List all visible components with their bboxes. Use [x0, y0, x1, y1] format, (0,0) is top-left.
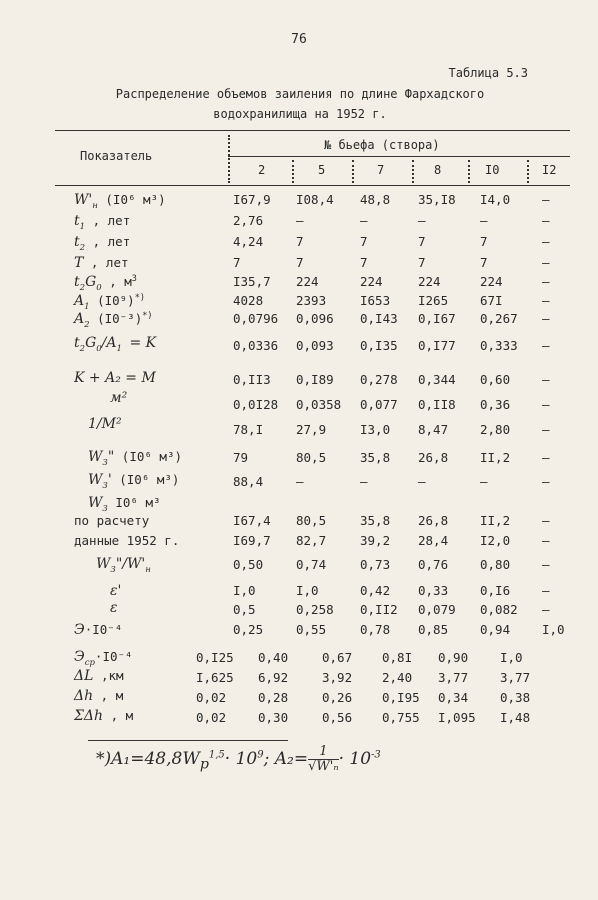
table-cell: 0,077: [360, 397, 398, 412]
table-cell: 0,755: [382, 710, 420, 725]
table-cell: 7: [360, 234, 368, 249]
table-cell: I35,7: [233, 274, 271, 289]
table-cell: 48,8: [360, 192, 391, 207]
table-cell: –: [360, 213, 368, 228]
table-cell: 3,77: [500, 670, 531, 685]
row-label: ε': [110, 583, 122, 599]
table-cell: 80,5: [296, 513, 327, 528]
caption-line-1: Распределение объемов заиления по длине Фархадского: [115, 87, 485, 101]
table-cell: 7: [233, 255, 241, 270]
table-cell: 35,8: [360, 513, 391, 528]
table-cell: 78,I: [233, 422, 264, 437]
table-cell: 0,I89: [296, 372, 334, 387]
column-header: I0: [485, 163, 500, 177]
table-cell: I,095: [438, 710, 476, 725]
table-cell: I653: [360, 293, 391, 308]
row-label: по расчету: [74, 513, 150, 528]
table-cell: 2,76: [233, 213, 264, 228]
row-label: K + A₂ = M: [74, 370, 156, 386]
table-cell: 224: [418, 274, 441, 289]
table-cell: I,625: [196, 670, 234, 685]
row-label: $W_3"/W'_н$: [96, 556, 151, 575]
table-cell: 0,85: [418, 622, 449, 637]
table-cell: II,2: [480, 450, 511, 465]
table-cell: 0,I6: [480, 583, 511, 598]
column-header: 5: [318, 163, 326, 177]
page-number: 76: [291, 32, 307, 47]
table-cell: 7: [296, 234, 304, 249]
table-cell: 0,34: [438, 690, 469, 705]
row-label: м²: [110, 390, 128, 406]
table-cell: –: [542, 450, 550, 465]
table-cell: –: [480, 474, 488, 489]
table-cell: 0,096: [296, 311, 334, 326]
table-cell: 0,079: [418, 602, 456, 617]
table-cell: I67,4: [233, 513, 271, 528]
table-cell: 28,4: [418, 533, 449, 548]
table-cell: 0,0336: [233, 338, 279, 353]
table-cell: 0,36: [480, 397, 511, 412]
table-cell: 0,258: [296, 602, 334, 617]
row-label: Э·I0⁻⁴: [74, 622, 123, 638]
table-cell: 0,78: [360, 622, 391, 637]
column-header: 8: [434, 163, 442, 177]
row-label: $Э_{ср}\cdot I0^{-4}$: [74, 649, 133, 668]
row-label: $W_3$" (I0⁶ м³): [88, 449, 183, 468]
table-cell: 0,0796: [233, 311, 279, 326]
table-cell: 0,I77: [418, 338, 456, 353]
row-label: $W_3$ I0⁶ м³: [88, 495, 161, 514]
table-cell: –: [542, 213, 550, 228]
table-cell: 0,76: [418, 557, 449, 572]
column-divider: [352, 160, 354, 183]
table-cell: 0,8I: [382, 650, 413, 665]
header-indicator: Показатель: [80, 149, 153, 163]
row-label: $t_2G_0/A_1 = K$: [74, 335, 157, 354]
table-cell: –: [542, 338, 550, 353]
table-cell: 0,40: [258, 650, 289, 665]
table-cell: I,0: [233, 583, 256, 598]
table-cell: 3,92: [322, 670, 353, 685]
column-divider: [412, 160, 414, 183]
table-cell: 6,92: [258, 670, 289, 685]
table-cell: 0,38: [500, 690, 531, 705]
header-group: № бьефа (створа): [324, 138, 440, 152]
table-cell: 0,082: [480, 602, 518, 617]
table-cell: II,2: [480, 513, 511, 528]
row-label: ε: [110, 600, 118, 616]
table-cell: 224: [480, 274, 503, 289]
row-label: $W_3'$ (I0⁶ м³): [88, 472, 180, 491]
row-label: $t_2$ , лет: [74, 234, 131, 253]
table-cell: 35,8: [360, 450, 391, 465]
table-cell: I2,0: [480, 533, 511, 548]
table-cell: –: [542, 255, 550, 270]
table-cell: I,0: [296, 583, 319, 598]
footnote-formula: $*)A_1=48,8W_p^{1,5}\cdot 10^9$; A₂= $\frac{1}{\text{√W'ₙ}}$ · $10^{-3}$: [96, 744, 381, 774]
table-cell: 0,26: [322, 690, 353, 705]
column-header: I2: [542, 163, 557, 177]
table-cell: 4028: [233, 293, 264, 308]
footnote-rule: [88, 740, 288, 741]
row-label: Δh , м: [74, 688, 124, 704]
table-cell: 0,I67: [418, 311, 456, 326]
table-cell: 79: [233, 450, 249, 465]
table-cell: –: [542, 513, 550, 528]
table-cell: 0,0I28: [233, 397, 279, 412]
table-cell: –: [480, 213, 488, 228]
table-cell: 0,02: [196, 710, 227, 725]
table-cell: 2,80: [480, 422, 511, 437]
row-label: T , лет: [74, 255, 129, 271]
table-cell: –: [542, 474, 550, 489]
table-cell: 27,9: [296, 422, 327, 437]
row-label: данные 1952 г.: [74, 533, 180, 548]
table-cell: 0,02: [196, 690, 227, 705]
table-cell: 0,60: [480, 372, 511, 387]
table-cell: 0,278: [360, 372, 398, 387]
table-cell: 39,2: [360, 533, 391, 548]
table-cell: –: [542, 274, 550, 289]
table-cell: –: [542, 372, 550, 387]
table-cell: 0,33: [418, 583, 449, 598]
row-label: $A_2$ (I0⁻³)*): [74, 311, 153, 330]
table-cell: 8,47: [418, 422, 449, 437]
table-cell: I3,0: [360, 422, 391, 437]
table-cell: 0,94: [480, 622, 511, 637]
table-cell: 7: [418, 255, 426, 270]
table-cell: 0,25: [233, 622, 264, 637]
table-cell: –: [542, 311, 550, 326]
table-cell: 0,267: [480, 311, 518, 326]
table-cell: 2393: [296, 293, 327, 308]
table-cell: 26,8: [418, 450, 449, 465]
table-cell: 0,74: [296, 557, 327, 572]
table-cell: –: [542, 583, 550, 598]
table-cell: 0,II2: [360, 602, 398, 617]
table-cell: 3,77: [438, 670, 469, 685]
table-cell: 82,7: [296, 533, 327, 548]
table-cell: 0,30: [258, 710, 289, 725]
table-cell: 0,5: [233, 602, 256, 617]
table-cell: 88,4: [233, 474, 264, 489]
table-top-rule: [55, 130, 570, 131]
table-cell: 80,5: [296, 450, 327, 465]
table-cell: 0,50: [233, 557, 264, 572]
table-cell: 7: [418, 234, 426, 249]
table-cell: 0,80: [480, 557, 511, 572]
table-cell: 0,55: [296, 622, 327, 637]
row-label: $A_1$ (I0⁹)*): [74, 293, 145, 312]
table-cell: –: [542, 533, 550, 548]
table-cell: 7: [480, 255, 488, 270]
table-cell: I69,7: [233, 533, 271, 548]
row-label: $t_2G_0$ , $м^3$: [74, 274, 137, 293]
table-cell: –: [542, 293, 550, 308]
table-cell: I,0: [500, 650, 523, 665]
table-cell: 0,28: [258, 690, 289, 705]
table-cell: 0,42: [360, 583, 391, 598]
table-cell: 0,56: [322, 710, 353, 725]
table-cell: 7: [296, 255, 304, 270]
table-cell: –: [542, 602, 550, 617]
table-cell: –: [296, 474, 304, 489]
row-label: $t_1$ , лет: [74, 213, 131, 232]
row-label: 1/M²: [88, 416, 122, 432]
table-cell: 0,I25: [196, 650, 234, 665]
table-cell: –: [542, 234, 550, 249]
table-cell: –: [418, 213, 426, 228]
table-cell: I265: [418, 293, 449, 308]
table-cell: I4,0: [480, 192, 511, 207]
table-cell: I08,4: [296, 192, 334, 207]
table-cell: –: [542, 422, 550, 437]
table-cell: 0,I35: [360, 338, 398, 353]
table-cell: 0,093: [296, 338, 334, 353]
table-caption: [70, 84, 530, 124]
table-cell: 0,II3: [233, 372, 271, 387]
column-divider: [292, 160, 294, 183]
table-cell: 0,73: [360, 557, 391, 572]
table-cell: 67I: [480, 293, 503, 308]
row-label: ΣΔh , м: [74, 708, 134, 724]
column-divider: [228, 135, 230, 183]
table-cell: 0,I43: [360, 311, 398, 326]
table-cell: 0,II8: [418, 397, 456, 412]
table-cell: I,48: [500, 710, 531, 725]
row-label: ΔL ,км: [74, 668, 124, 684]
table-cell: 0,333: [480, 338, 518, 353]
table-cell: I67,9: [233, 192, 271, 207]
table-cell: 7: [480, 234, 488, 249]
header-group-rule: [228, 156, 570, 157]
row-label: $W'_н$ (I0⁶ м³): [74, 192, 166, 211]
caption-line-2: водохранилища на 1952 г.: [213, 107, 387, 121]
table-cell: –: [542, 192, 550, 207]
table-cell: 26,8: [418, 513, 449, 528]
table-cell: I,0: [542, 622, 565, 637]
table-cell: 0,90: [438, 650, 469, 665]
header-bottom-rule: [55, 185, 570, 186]
table-cell: –: [296, 213, 304, 228]
table-cell: 35,I8: [418, 192, 456, 207]
table-cell: 0,0358: [296, 397, 342, 412]
table-label: Таблица 5.3: [448, 66, 528, 80]
table-cell: 2,40: [382, 670, 413, 685]
table-cell: 4,24: [233, 234, 264, 249]
table-cell: –: [418, 474, 426, 489]
column-divider: [527, 160, 529, 183]
table-cell: 0,I95: [382, 690, 420, 705]
table-cell: –: [360, 474, 368, 489]
table-cell: 7: [360, 255, 368, 270]
table-cell: 0,67: [322, 650, 353, 665]
table-cell: 0,344: [418, 372, 456, 387]
table-cell: –: [542, 557, 550, 572]
column-header: 2: [258, 163, 266, 177]
table-cell: 224: [296, 274, 319, 289]
column-header: 7: [377, 163, 385, 177]
table-cell: 224: [360, 274, 383, 289]
footnote-fraction: $\frac{1}{\text{√W'ₙ}}$: [308, 744, 339, 774]
table-cell: –: [542, 397, 550, 412]
column-divider: [468, 160, 470, 183]
